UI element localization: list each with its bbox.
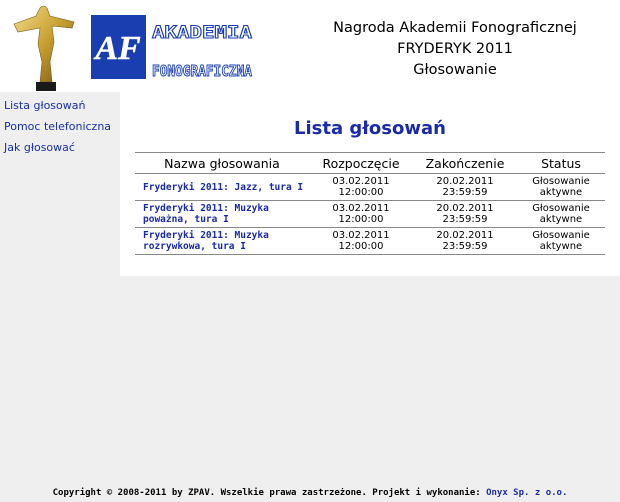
status-line-2: aktywne bbox=[539, 241, 583, 252]
voting-name-cell bbox=[135, 174, 309, 201]
end-time: 23:59:59 bbox=[442, 241, 488, 252]
start-date: 03.02.2011 bbox=[332, 203, 390, 214]
start-cell bbox=[309, 201, 413, 228]
sidebar-nav bbox=[0, 92, 120, 158]
status-line-1: Głosowanie bbox=[532, 176, 590, 187]
voting-name-cell bbox=[135, 201, 309, 228]
sidebar-item-lista-glosowan[interactable]: Lista głosowań bbox=[4, 99, 86, 112]
voting-table bbox=[135, 152, 605, 255]
start-time: 12:00:00 bbox=[338, 214, 384, 225]
voting-link-muzyka-powazna[interactable]: Fryderyki 2011: Muzyka poważna, tura I bbox=[143, 203, 269, 225]
page-title: Lista głosowań bbox=[294, 118, 446, 139]
award-title-line-2: FRYDERYK 2011 bbox=[397, 41, 513, 57]
status-cell bbox=[517, 228, 605, 255]
start-cell bbox=[309, 228, 413, 255]
table-row bbox=[135, 174, 605, 201]
sidebar-item-pomoc-telefoniczna[interactable]: Pomoc telefoniczna bbox=[4, 120, 112, 133]
voting-link-jazz[interactable]: Fryderyki 2011: Jazz, tura I bbox=[143, 181, 304, 193]
sidebar-item-jak-glosowac[interactable]: Jak głosować bbox=[4, 141, 75, 154]
end-date: 20.02.2011 bbox=[436, 230, 494, 241]
table-row bbox=[135, 228, 605, 255]
award-title bbox=[310, 18, 600, 81]
status-cell bbox=[517, 201, 605, 228]
page-footer bbox=[0, 488, 620, 498]
end-date: 20.02.2011 bbox=[436, 176, 494, 187]
end-cell bbox=[413, 228, 517, 255]
column-header-start: Rozpoczęcie bbox=[309, 153, 413, 174]
column-header-name: Nazwa głosowania bbox=[135, 153, 309, 174]
column-header-end: Zakończenie bbox=[413, 153, 517, 174]
onyx-link[interactable]: Onyx Sp. z o.o. bbox=[486, 488, 568, 498]
akademia-fonograficzna-logo bbox=[150, 14, 260, 80]
status-line-1: Głosowanie bbox=[532, 230, 590, 241]
end-cell bbox=[413, 174, 517, 201]
start-time: 12:00:00 bbox=[338, 241, 384, 252]
end-time: 23:59:59 bbox=[442, 214, 488, 225]
table-header-row bbox=[135, 153, 605, 174]
status-cell bbox=[517, 174, 605, 201]
logo-text-akademia: AKADEMIA bbox=[152, 23, 252, 43]
award-title-line-1: Nagroda Akademii Fonograficznej bbox=[333, 20, 577, 36]
logo-text-fonograficzna: FONOGRAFICZNA bbox=[152, 62, 252, 80]
af-logo-mark bbox=[91, 15, 146, 79]
voting-link-muzyka-rozrywkowa[interactable]: Fryderyki 2011: Muzyka rozrywkowa, tura I bbox=[143, 230, 269, 252]
start-time: 12:00:00 bbox=[338, 187, 384, 198]
copyright-text: Copyright © 2008-2011 by ZPAV. Wszelkie prawa zastrzeżone. Projekt i wykonanie: bbox=[52, 488, 487, 498]
column-header-status: Status bbox=[517, 153, 605, 174]
table-row bbox=[135, 201, 605, 228]
start-date: 03.02.2011 bbox=[332, 176, 390, 187]
status-line-2: aktywne bbox=[539, 187, 583, 198]
af-logo-letters: AF bbox=[95, 30, 141, 67]
end-cell bbox=[413, 201, 517, 228]
fryderyk-statuette-icon bbox=[10, 2, 78, 92]
voting-name-cell bbox=[135, 228, 309, 255]
start-cell bbox=[309, 174, 413, 201]
main-content bbox=[120, 92, 620, 276]
end-time: 23:59:59 bbox=[442, 187, 488, 198]
status-line-1: Głosowanie bbox=[532, 203, 590, 214]
start-date: 03.02.2011 bbox=[332, 230, 390, 241]
award-title-line-3: Głosowanie bbox=[413, 62, 497, 78]
page-header bbox=[0, 0, 620, 92]
end-date: 20.02.2011 bbox=[436, 203, 494, 214]
status-line-2: aktywne bbox=[539, 214, 583, 225]
